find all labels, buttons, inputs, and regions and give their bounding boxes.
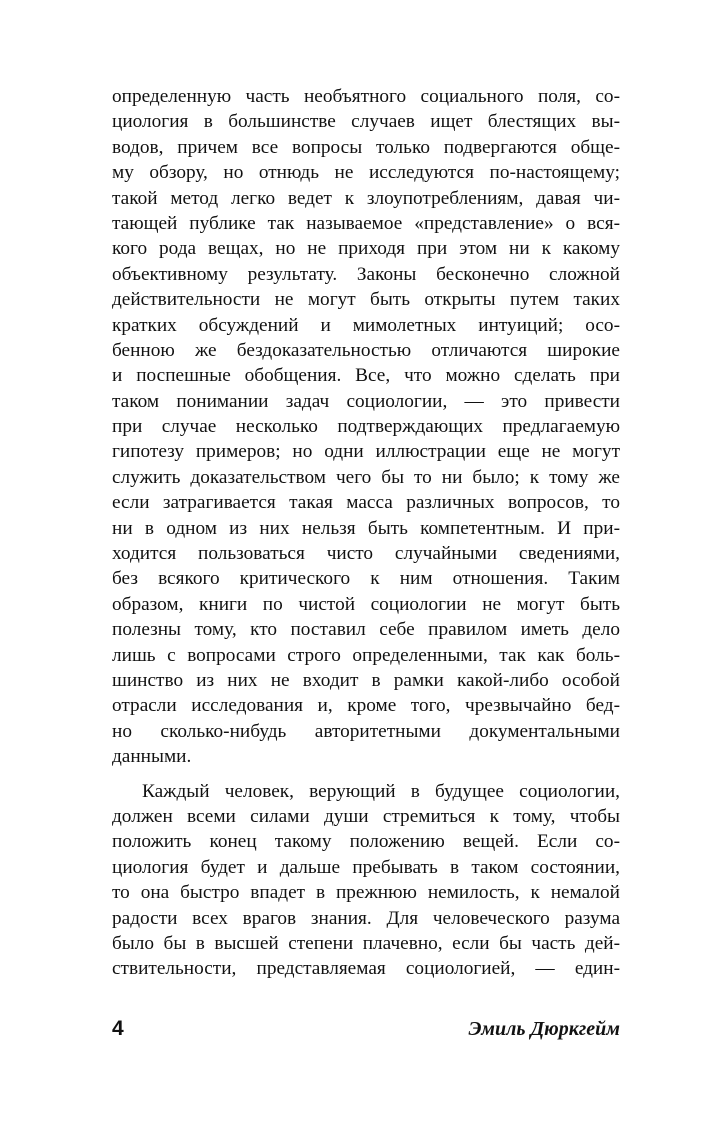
text-line: бенною же бездоказательностью отличаются широкие	[112, 339, 620, 361]
text-line: действительности не могут быть открыты путем таких	[112, 289, 620, 311]
body-text	[112, 84, 620, 982]
paragraph-1	[112, 84, 620, 770]
text-line: образом, книги по чистой социологии не могут быть	[112, 593, 620, 615]
text-line: Каждый человек, верующий в будущее социологии,	[142, 780, 620, 802]
text-line: гипотезу примеров; но одни иллюстрации еще не могут	[112, 441, 620, 463]
text-line: ни в одном из них нельзя быть компетентным. И при-	[112, 517, 620, 539]
text-line: лишь с вопросами строго определенными, так как боль-	[112, 644, 620, 666]
text-line: таком понимании задач социологии, — это привести	[112, 390, 620, 412]
text-line: му обзору, но отнюдь не исследуются по-настоящему;	[112, 162, 620, 184]
text-line: такой метод легко ведет к злоупотреблениям, давая чи-	[112, 187, 620, 209]
text-line: циология в большинстве случаев ищет блестящих вы-	[112, 111, 620, 133]
text-line: тающей публике так называемое «представление» о вся-	[112, 212, 620, 234]
text-line: водов, причем все вопросы только подвергаются обще-	[112, 136, 620, 158]
text-line: и поспешные обобщения. Все, что можно сделать при	[112, 365, 620, 387]
text-line: ствительности, представляемая социологией, — един-	[112, 958, 620, 980]
text-line: служить доказательством чего бы то ни было; к тому же	[112, 466, 620, 488]
text-line: циология будет и дальше пребывать в таком состоянии,	[112, 856, 620, 878]
text-line: радости всех врагов знания. Для человеческого разума	[112, 907, 620, 929]
text-line: отрасли исследования и, кроме того, чрезвычайно бед-	[112, 695, 620, 717]
text-line: кратких обсуждений и мимолетных интуиций; осо-	[112, 314, 620, 336]
paragraph-gap	[112, 770, 620, 779]
text-line: было бы в высшей степени плачевно, если бы часть дей-	[112, 932, 620, 954]
text-line: данными.	[112, 746, 192, 768]
page-number: 4	[112, 1017, 124, 1040]
text-line: ходится пользоваться чисто случайными сведениями,	[112, 543, 620, 565]
text-line: то она быстро впадет в прежнюю немилость, к немалой	[112, 882, 620, 904]
text-line: шинство из них не входит в рамки какой-либо особой	[112, 669, 620, 691]
text-line: должен всеми силами души стремиться к тому, чтобы	[112, 805, 620, 827]
page-footer	[112, 1016, 620, 1042]
paragraph-2	[112, 779, 620, 982]
text-line: без всякого критического к ним отношения. Таким	[112, 568, 620, 590]
text-line: полезны тому, кто поставил себе правилом иметь дело	[112, 619, 620, 641]
text-line: объективному результату. Законы бесконечно сложной	[112, 263, 620, 285]
text-line: кого рода вещах, но не приходя при этом ни к какому	[112, 238, 620, 260]
text-line: если затрагивается такая масса различных вопросов, то	[112, 492, 620, 514]
running-author: Эмиль Дюркгейм	[468, 1018, 620, 1040]
text-line: определенную часть необъятного социального поля, со-	[112, 86, 620, 107]
text-line: но сколько-нибудь авторитетными документальными	[112, 720, 620, 742]
text-line: положить конец такому положению вещей. Если со-	[112, 831, 620, 853]
text-line: при случае несколько подтверждающих предлагаемую	[112, 416, 620, 438]
